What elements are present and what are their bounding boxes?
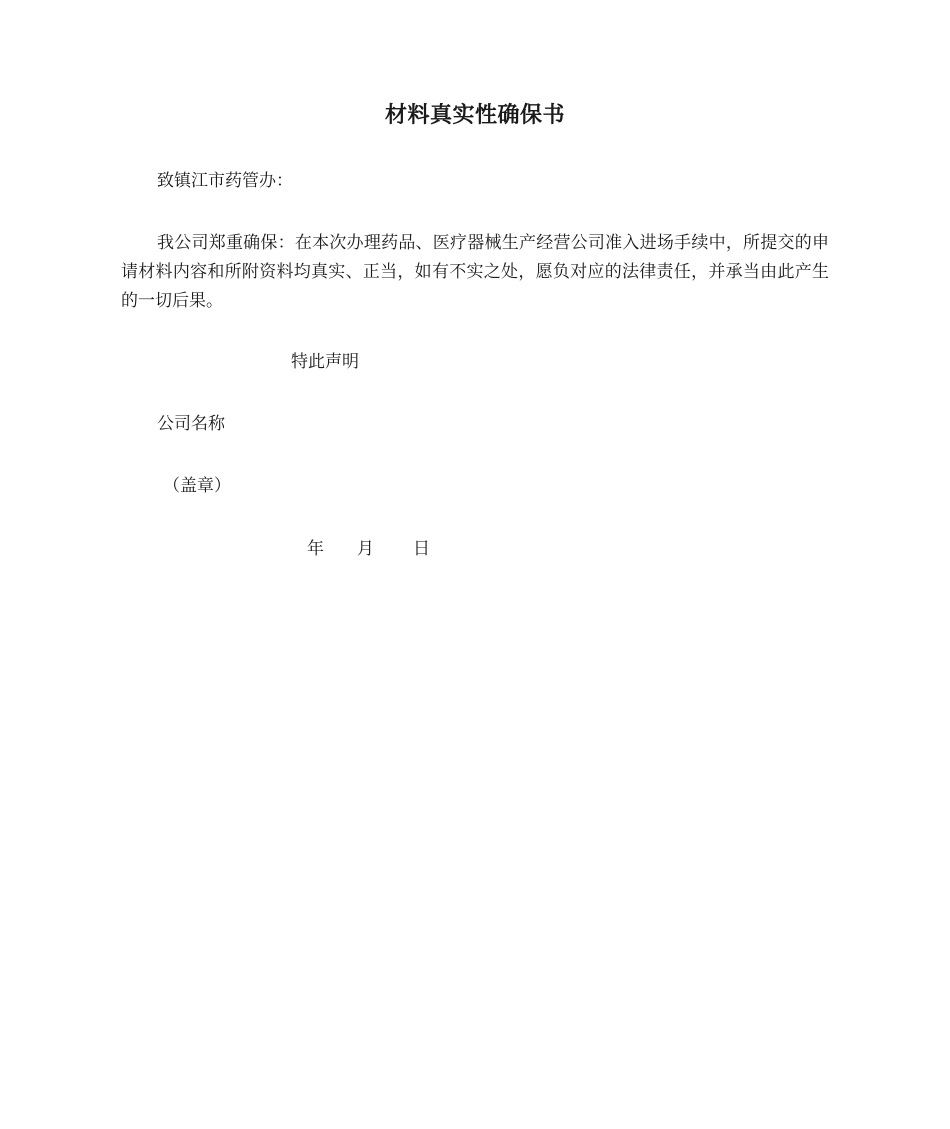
document-title: 材料真实性确保书 xyxy=(384,103,565,128)
salutation: 致镇江市药管办： xyxy=(157,171,293,191)
declaration: 特此声明 xyxy=(291,352,359,372)
seal-label: （盖章） xyxy=(163,476,231,496)
date-day-label: 日 xyxy=(413,539,430,559)
date-year-label: 年 xyxy=(307,539,324,559)
date-line xyxy=(0,535,950,564)
date-month-label: 月 xyxy=(357,539,374,559)
company-name-label: 公司名称 xyxy=(157,414,225,434)
body-paragraph: 我公司郑重确保：在本次办理药品、医疗器械生产经营公司准入进场手续中，所提交的申请材料内容和所附资料均真实、正当，如有不实之处，愿负对应的法律责任，并承当由此产生的一切后果。 xyxy=(121,233,829,311)
